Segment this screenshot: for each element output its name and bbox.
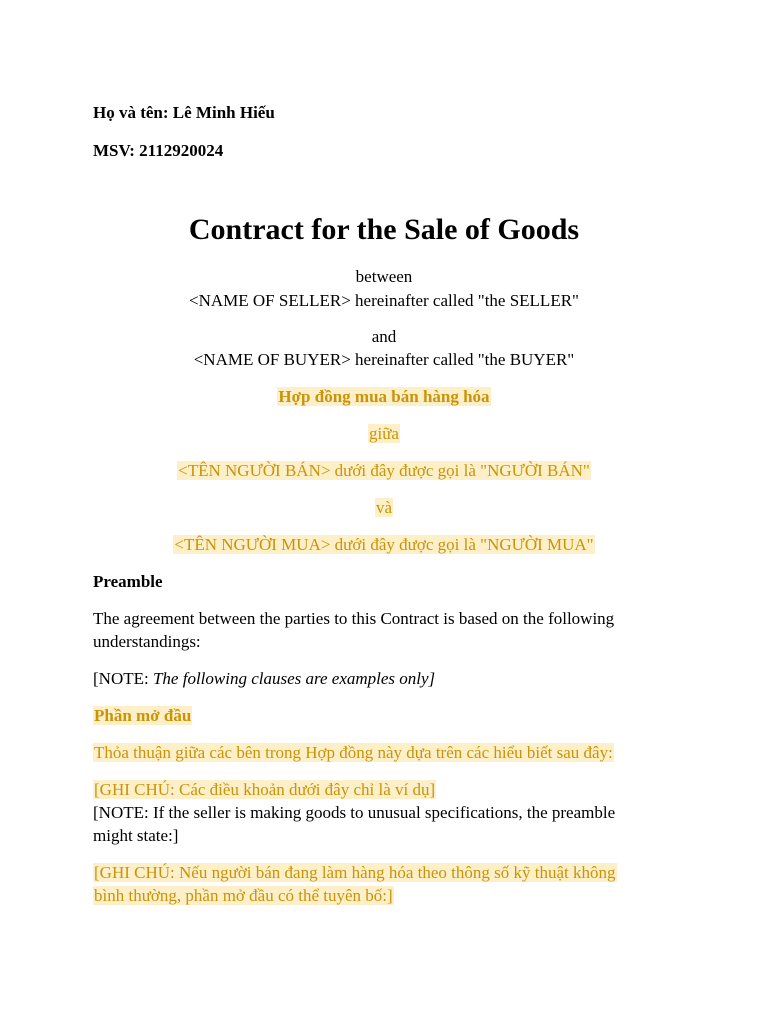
and-vi: và [375, 498, 393, 517]
note2-en-2: might state:] [93, 826, 179, 845]
preamble-note-vi-wrap [93, 778, 436, 801]
preamble-note-en [93, 667, 435, 690]
buyer-en: <NAME OF BUYER> hereinafter called "the BUYER" [193, 350, 575, 369]
preamble-note-vi: [GHI CHÚ: Các điều khoản dưới đây chỉ là ví dụ] [94, 780, 436, 799]
note2-vi-2: bình thường, phần mở đầu có thể tuyên bố:] [94, 886, 393, 905]
note2-vi-1-wrap [93, 861, 617, 884]
buyer-vi: <TÊN NGƯỜI MUA> dưới đây được gọi là "NGƯỜI MUA" [174, 535, 594, 554]
title-vi-wrap [0, 385, 768, 408]
preamble-text-en-2: understandings: [93, 632, 201, 651]
student-id: MSV: 2112920024 [93, 141, 224, 160]
preamble-text-vi-wrap [93, 741, 614, 764]
preamble-heading-vi-wrap [93, 704, 192, 727]
title-vi: Hợp đồng mua bán hàng hóa [278, 387, 490, 406]
note2-vi-2-wrap [93, 884, 394, 907]
note-italic: The following clauses are examples only] [152, 669, 436, 688]
and-en: and [371, 327, 397, 346]
between-en: between [355, 267, 413, 286]
note-prefix: [NOTE: [93, 669, 153, 688]
preamble-text-en-1: The agreement between the parties to this Contract is based on the following [93, 609, 615, 628]
seller-en: <NAME OF SELLER> hereinafter called "the SELLER" [189, 291, 579, 310]
note2-en-1: [NOTE: If the seller is making goods to unusual specifications, the preamble [93, 803, 616, 822]
buyer-vi-wrap [0, 533, 768, 556]
preamble-heading-en: Preamble [93, 572, 163, 591]
preamble-heading-vi: Phần mở đầu [94, 706, 192, 725]
and-vi-wrap [0, 496, 768, 519]
student-name: Họ và tên: Lê Minh Hiếu [93, 103, 275, 122]
seller-vi-wrap [0, 459, 768, 482]
between-vi: giữa [369, 424, 399, 443]
document-title: Contract for the Sale of Goods [188, 213, 580, 246]
preamble-text-vi: Thỏa thuận giữa các bên trong Hợp đồng này dựa trên các hiểu biết sau đây: [94, 743, 613, 762]
seller-vi: <TÊN NGƯỜI BÁN> dưới đây được gọi là "NGƯỜI BÁN" [178, 461, 590, 480]
between-vi-wrap [0, 422, 768, 445]
note2-vi-1: [GHI CHÚ: Nếu người bán đang làm hàng hóa theo thông số kỹ thuật không [94, 863, 616, 882]
